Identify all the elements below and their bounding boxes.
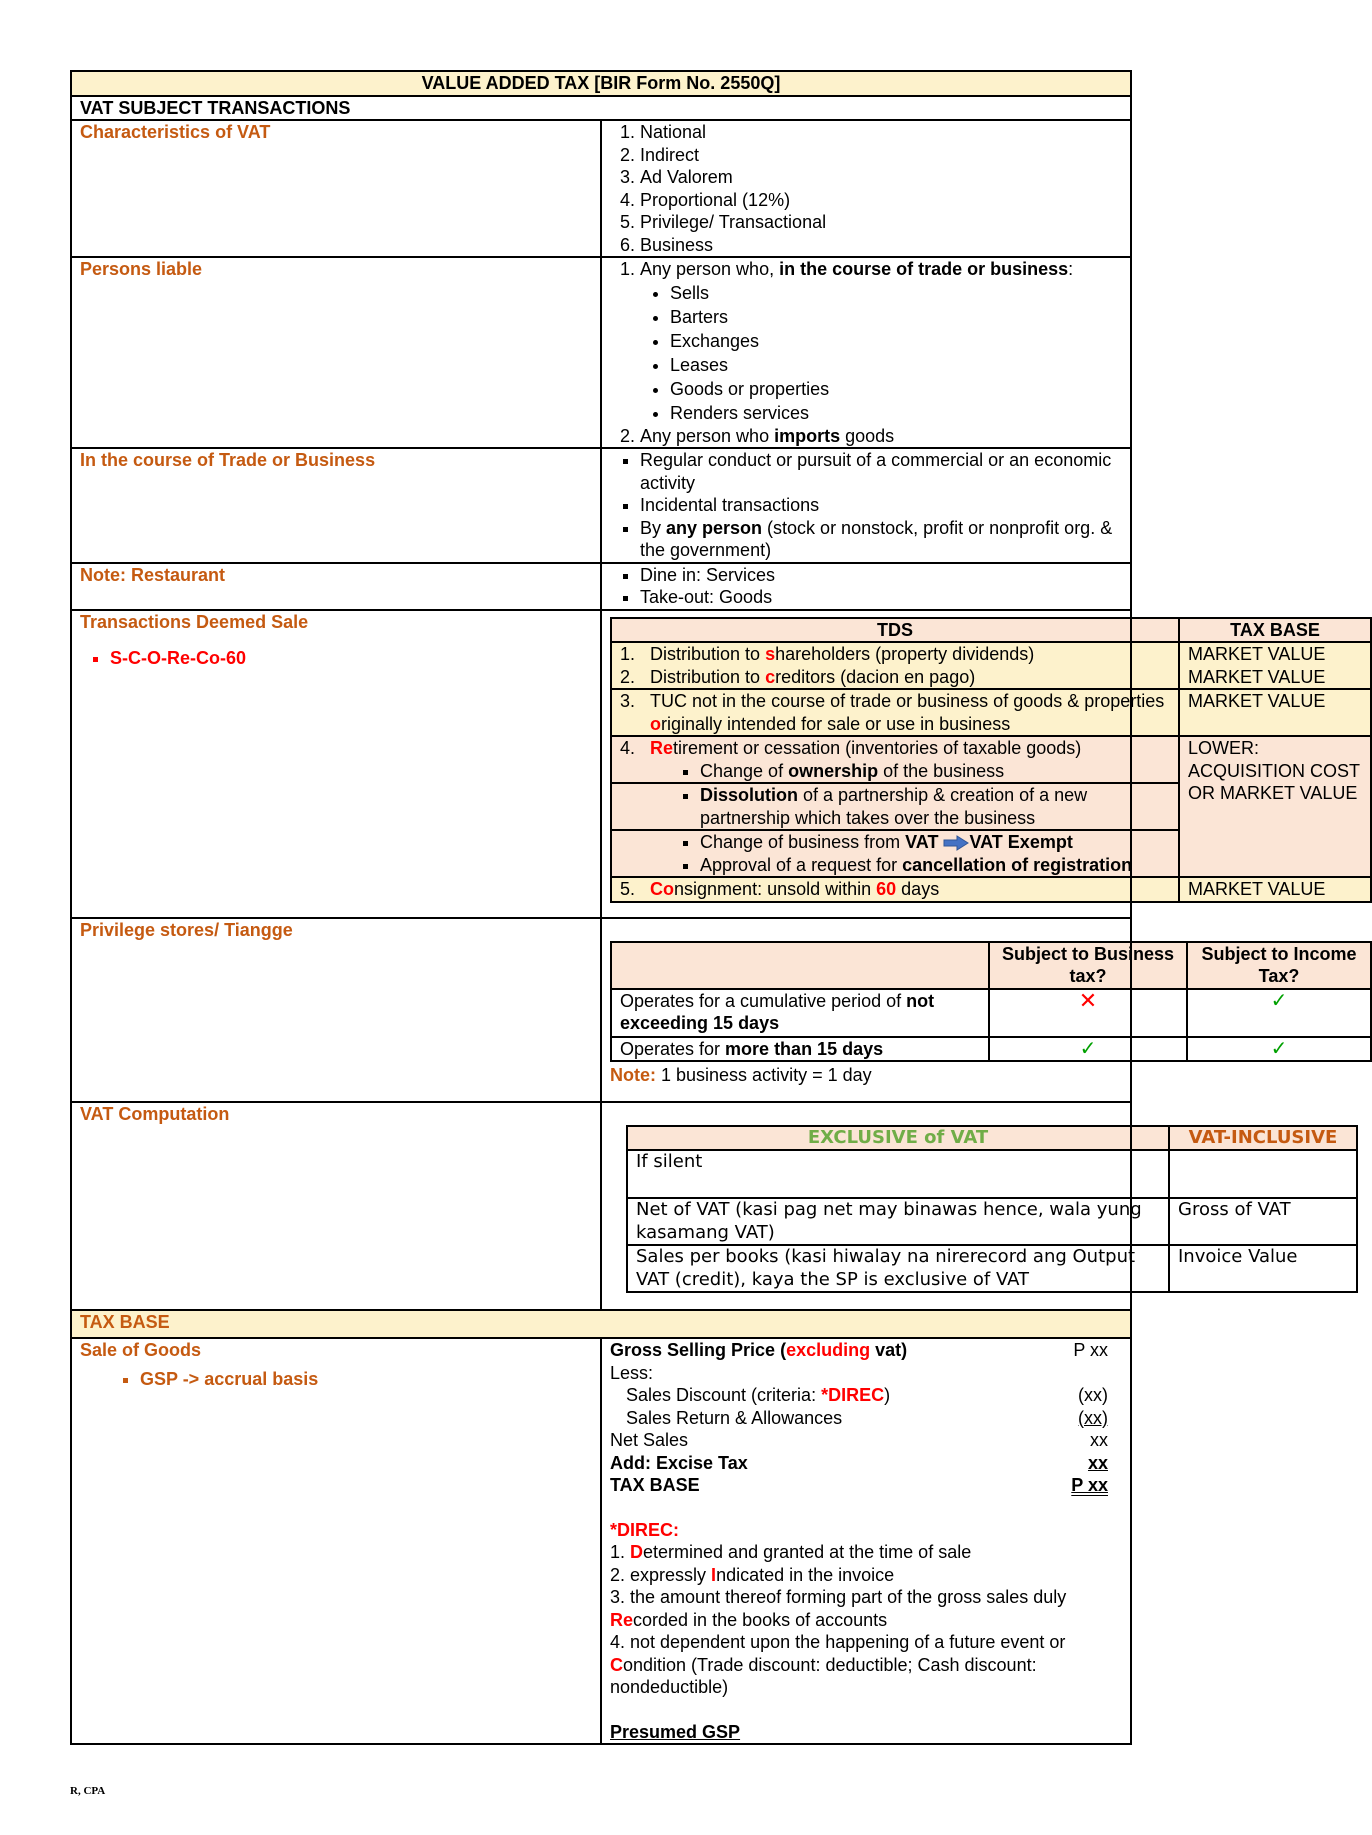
activity-bullets — [640, 281, 1122, 425]
text: corded in the books of accounts — [633, 1609, 888, 1630]
text: Distribution to — [650, 644, 766, 664]
text: 1. — [610, 1542, 631, 1562]
bold-text: not exceeding 15 days — [620, 990, 935, 1033]
blank-header — [611, 942, 989, 989]
exclusive-header: EXCLUSIVE of VAT — [627, 1126, 1169, 1151]
bold-text: vat) — [870, 1340, 908, 1360]
text: of a partnership & creation of a new partnership which takes over the business — [700, 785, 1088, 828]
highlight: *DIREC — [821, 1385, 885, 1405]
text: Sales Return & Allowances — [626, 1407, 843, 1428]
bold-text: VAT Exempt — [969, 832, 1073, 852]
characteristics-content — [601, 120, 1131, 257]
text: hareholders (property dividends) — [775, 644, 1035, 664]
characteristics-list — [610, 121, 1122, 256]
list-item — [640, 425, 1122, 448]
privilege-row — [611, 1037, 989, 1062]
list-item: ▪ Dine in: Services — [640, 564, 1122, 587]
section-vat-subject: VAT SUBJECT TRANSACTIONS — [71, 96, 1131, 121]
list-item: 1. National — [640, 121, 1122, 144]
privilege-content — [601, 918, 1357, 1102]
list-item: ▪ Regular conduct or pursuit of a commercial or an economic activity — [640, 449, 1122, 494]
bold-text: Dissolution — [700, 785, 798, 805]
highlight: I — [711, 1564, 717, 1585]
deemed-content — [601, 610, 1361, 918]
page-title: VALUE ADDED TAX [BIR Form No. 2550Q] — [71, 71, 1131, 96]
less-label: Less: — [610, 1362, 654, 1383]
text: riginally intended for sale or use in business — [661, 713, 1011, 734]
text: Operates for — [620, 1038, 726, 1059]
privilege-note — [610, 1064, 1122, 1087]
list-item — [700, 784, 1170, 829]
list-item: ▪ GSP -> accrual basis — [140, 1368, 592, 1391]
direc-item — [610, 1586, 1108, 1631]
bold-text: ownership — [788, 760, 879, 781]
tax-base-row — [610, 1474, 1108, 1497]
net-sales-row — [610, 1429, 1108, 1452]
tds-row: 1. Distribution to shareholders (property dividends) 2. Distribution to creditors (dacion en pago) — [611, 642, 1179, 689]
course-content — [601, 448, 1131, 563]
text: of the business — [878, 760, 1005, 781]
computation-cell: Invoice Value — [1169, 1245, 1357, 1292]
check-icon: ✓ — [989, 1037, 1187, 1062]
list-item — [700, 831, 1170, 854]
label-deemed-sale — [71, 610, 601, 918]
gsp-row — [610, 1339, 1108, 1362]
tax-base-header: TAX BASE — [1179, 618, 1371, 643]
list-item — [640, 258, 1122, 425]
tds-row: 5. Consignment: unsold within 60 days — [611, 877, 1179, 902]
text: reditors (dacion en pago) — [775, 666, 976, 687]
list-item: ▪ Incidental transactions — [640, 494, 1122, 517]
list-item: • Goods or properties — [670, 377, 1122, 401]
footer-author: R, CPA — [70, 1785, 106, 1797]
amount: (xx) — [1078, 1385, 1108, 1405]
privilege-table — [610, 941, 1372, 1063]
base-cell: MARKET VALUE — [1179, 689, 1371, 736]
text: Change of business from — [700, 832, 906, 852]
tds-row: 4. Retirement or cessation (inventories of taxable goods) ▪ Change of ownership of the business — [611, 736, 1179, 783]
computation-cell — [1169, 1150, 1357, 1198]
list-item: 6. Business — [640, 234, 1122, 257]
base-value: MARKET VALUE — [1188, 666, 1326, 687]
text: Net Sales — [610, 1430, 689, 1450]
list-item: 5. Privilege/ Transactional — [640, 211, 1122, 234]
label-characteristics: Characteristics of VAT — [71, 120, 601, 257]
note-label: Note: — [610, 1065, 656, 1085]
text: Any person who — [640, 425, 775, 446]
goods-bullets — [80, 1368, 592, 1391]
label-text: Transactions Deemed Sale — [80, 611, 309, 632]
text: nsignment: unsold within — [674, 879, 877, 899]
bold-text: more than 15 days — [725, 1038, 884, 1059]
list-item: 4. Proportional (12%) — [640, 189, 1122, 212]
list-item — [640, 517, 1122, 562]
text: (stock or nonstock, profit or nonprofit org. & the government) — [640, 517, 1113, 560]
privilege-row — [611, 989, 989, 1037]
business-tax-header: Subject to Business tax? — [989, 942, 1187, 989]
highlight: excluding — [786, 1340, 871, 1360]
text: tirement or cessation (inventories of taxable goods) — [673, 738, 1082, 758]
label-privilege-stores: Privilege stores/ Tiangge — [71, 918, 601, 1102]
tds-header: TDS — [611, 618, 1179, 643]
base-cell — [1179, 642, 1371, 689]
blue-right-arrow-icon — [943, 835, 969, 851]
text: 4. not dependent upon the happening of a future event or — [610, 1632, 1066, 1652]
text: By — [640, 517, 667, 538]
check-icon: ✓ — [1187, 1037, 1371, 1062]
direc-item — [610, 1631, 1108, 1699]
bold-text: TAX BASE — [610, 1475, 700, 1495]
bold-text: any person — [666, 517, 763, 538]
bold-text: imports — [774, 425, 841, 446]
course-list — [610, 449, 1122, 562]
income-tax-header: Subject to Income Tax? — [1187, 942, 1371, 989]
computation-table — [626, 1125, 1358, 1294]
tds-row — [611, 783, 1179, 830]
text: 2. expressly — [610, 1564, 712, 1585]
label-vat-computation: VAT Computation — [71, 1102, 601, 1311]
list-item: • Barters — [670, 305, 1122, 329]
base-cell-lower: LOWER: ACQUISITION COST OR MARKET VALUE — [1179, 736, 1371, 877]
label-text: Sale of Goods — [80, 1340, 202, 1360]
list-item: • Sells — [670, 281, 1122, 305]
text: goods — [840, 425, 895, 446]
persons-list — [610, 258, 1122, 447]
computation-cell: Gross of VAT — [1169, 1198, 1357, 1245]
bold-text: in the course of trade or business — [779, 259, 1069, 279]
amount: xx — [1087, 1452, 1108, 1473]
document-page — [70, 70, 1361, 1745]
bold-text: Add: Excise Tax — [610, 1452, 748, 1473]
list-item: 2. Indirect — [640, 144, 1122, 167]
base-value: MARKET VALUE — [1188, 644, 1326, 664]
sub-list — [620, 760, 1170, 783]
text: ) — [884, 1385, 891, 1405]
text: TUC not in the course of trade or business of goods & properties — [650, 691, 1165, 711]
tds-row — [611, 830, 1179, 877]
list-item: 3. Ad Valorem — [640, 166, 1122, 189]
text: Operates for a cumulative period of — [620, 990, 907, 1011]
label-sale-of-goods — [71, 1338, 601, 1744]
text: ndicated in the invoice — [716, 1564, 895, 1585]
text: Distribution to — [650, 666, 766, 687]
text: etermined and granted at the time of sale — [643, 1542, 972, 1562]
list-item: ▪ Take-out: Goods — [640, 586, 1122, 609]
highlight: Co — [650, 879, 675, 899]
direc-title: *DIREC: — [610, 1519, 680, 1540]
section-tax-base: TAX BASE — [71, 1310, 1131, 1338]
discount-row — [610, 1384, 1108, 1407]
label-persons-liable: Persons liable — [71, 257, 601, 448]
check-icon: ✓ — [1187, 989, 1371, 1037]
bold-text: VAT — [905, 832, 944, 852]
text: Approval of a request for — [700, 854, 903, 875]
list-item: • Exchanges — [670, 329, 1122, 353]
text: ondition (Trade discount: deductible; Cash discount: nondeductible) — [610, 1654, 1037, 1697]
highlight: o — [650, 713, 661, 734]
vat-table — [70, 70, 1361, 1745]
bold-text: Gross Selling Price ( — [610, 1340, 787, 1360]
excise-row — [610, 1452, 1108, 1475]
persons-content — [601, 257, 1131, 448]
direc-item — [610, 1564, 1108, 1587]
computation-content — [601, 1102, 1338, 1311]
mnemonic: ▪ S-C-O-Re-Co-60 — [110, 647, 592, 670]
highlight: 60 — [876, 879, 897, 899]
restaurant-content — [601, 563, 1131, 610]
list-item — [700, 760, 1170, 783]
list-item — [700, 854, 1170, 877]
highlight: Re — [610, 1609, 634, 1630]
amount: P xx — [1071, 1475, 1108, 1495]
tds-table — [610, 617, 1372, 903]
cross-icon: ✕ — [989, 989, 1187, 1037]
text: Change of — [700, 760, 789, 781]
text: : — [1068, 259, 1074, 279]
tds-row: 3. TUC not in the course of trade or business of goods & properties originally intended for sale or use in business — [611, 689, 1179, 736]
bold-text: cancellation of registration — [902, 854, 1133, 875]
list-item: • Renders services — [670, 401, 1122, 425]
mnemonic-list — [80, 647, 592, 670]
note-text: 1 business activity = 1 day — [656, 1065, 872, 1085]
base-cell: MARKET VALUE — [1179, 877, 1371, 902]
text: days — [896, 879, 940, 899]
restaurant-list — [610, 564, 1122, 609]
sub-list — [620, 831, 1170, 876]
sub-list — [620, 784, 1170, 829]
inclusive-header: VAT-INCLUSIVE — [1169, 1126, 1357, 1151]
highlight: C — [610, 1654, 623, 1675]
text: Sales Discount (criteria: — [626, 1385, 822, 1405]
highlight: c — [765, 666, 776, 687]
returns-row — [610, 1407, 1108, 1430]
computation-cell: Sales per books (kasi hiwalay na nirerecord ang Output VAT (credit), kaya the SP is exclusive of VAT — [627, 1245, 1169, 1292]
highlight: s — [765, 644, 776, 664]
amount: xx — [1090, 1430, 1108, 1450]
amount: P xx — [1073, 1340, 1108, 1360]
label-restaurant-note: Note: Restaurant — [71, 563, 601, 610]
computation-cell: If silent — [627, 1150, 1169, 1198]
presumed-gsp: Presumed GSP — [610, 1721, 741, 1742]
list-item: • Leases — [670, 353, 1122, 377]
computation-cell: Net of VAT (kasi pag net may binawas hence, wala yung kasamang VAT) — [627, 1198, 1169, 1245]
text: 3. the amount thereof forming part of the gross sales duly — [610, 1587, 1067, 1607]
amount: (xx) — [1078, 1407, 1108, 1428]
highlight: D — [630, 1542, 644, 1562]
label-course-of-trade: In the course of Trade or Business — [71, 448, 601, 563]
highlight: Re — [650, 738, 674, 758]
goods-content — [601, 1338, 1131, 1744]
direc-item — [610, 1541, 1108, 1564]
text: Any person who, — [640, 259, 780, 279]
